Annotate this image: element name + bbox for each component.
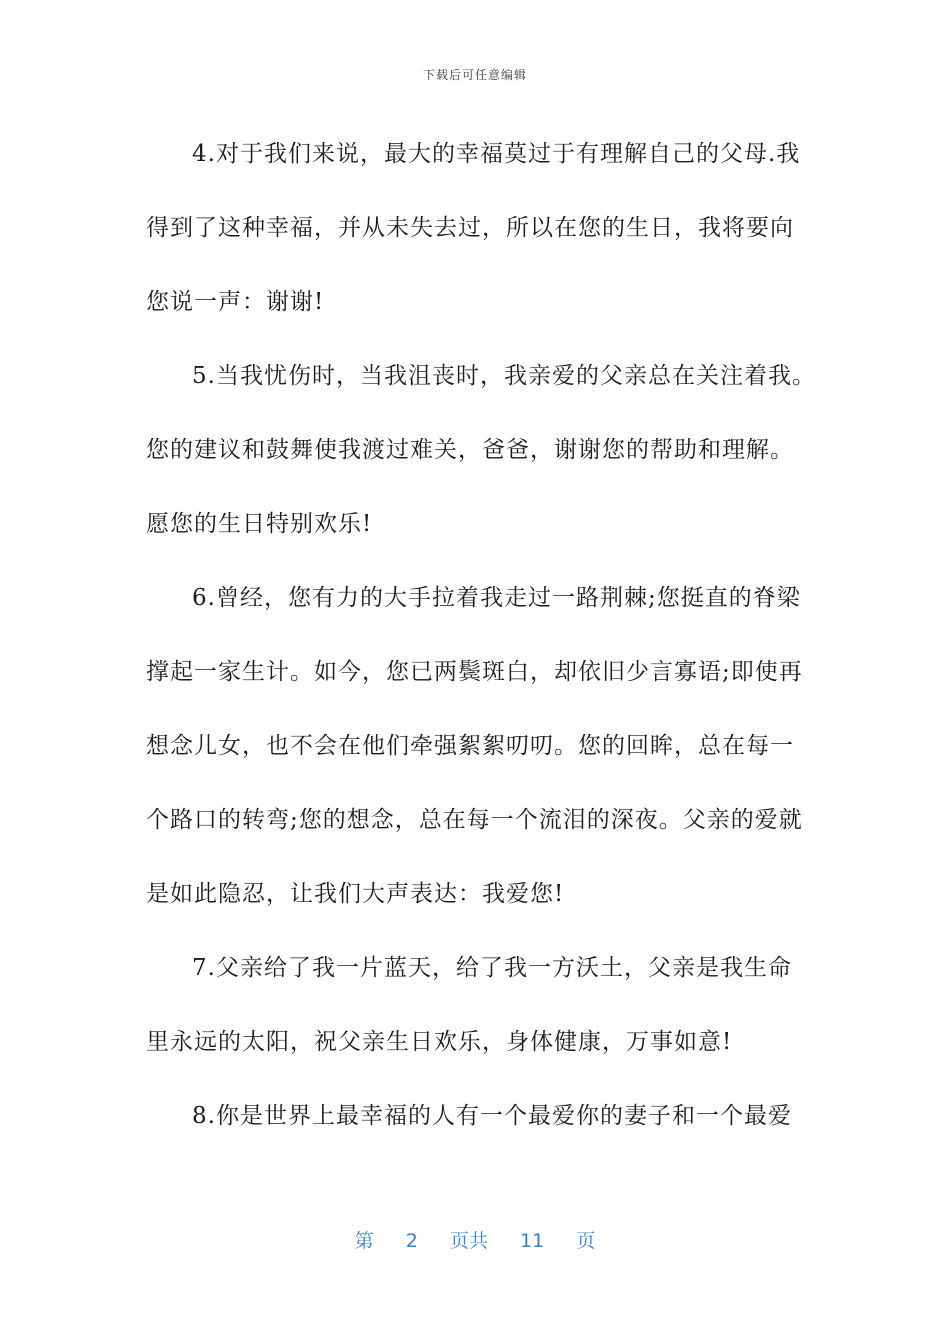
text-line: 5.当我忧伤时，当我沮丧时，我亲爱的父亲总在关注着我。 [192, 363, 816, 389]
text-line: 是如此隐忍，让我们大声表达：我爱您! [146, 881, 565, 907]
text-line: 得到了这种幸福，并从未失去过，所以在您的生日，我将要向 [146, 215, 794, 241]
text-line: 您说一声：谢谢! [146, 289, 325, 315]
text-line: 想念儿女，也不会在他们牵强絮絮叨叨。您的回眸，总在每一 [146, 733, 794, 759]
text-line: 愿您的生日特别欢乐! [146, 511, 373, 537]
text-line: 您的建议和鼓舞使我渡过难关，爸爸，谢谢您的帮助和理解。 [146, 437, 794, 463]
total-pages-number: 11 [520, 1230, 545, 1252]
text-line: 个路口的转弯;您的想念，总在每一个流泪的深夜。父亲的爱就 [146, 807, 803, 833]
page-header: 下载后可任意编辑 [422, 68, 527, 82]
text-line: 4.对于我们来说，最大的幸福莫过于有理解自己的父母.我 [192, 141, 801, 167]
text-line: 撑起一家生计。如今，您已两鬓斑白，却依旧少言寡语;即使再 [146, 659, 803, 685]
current-page-number: 2 [405, 1230, 418, 1252]
paragraph-5 [146, 339, 816, 561]
text-line: 里永远的太阳，祝父亲生日欢乐，身体健康，万事如意! [146, 1029, 733, 1055]
document-body [146, 117, 816, 1153]
footer-prefix: 第 [354, 1230, 374, 1252]
paragraph-6 [146, 561, 806, 931]
text-line: 7.父亲给了我一片蓝天，给了我一方沃土，父亲是我生命 [192, 955, 792, 981]
footer-middle: 页共 [449, 1230, 488, 1252]
paragraph-7 [146, 931, 806, 1079]
page-footer [0, 1226, 950, 1253]
paragraph-4 [146, 117, 806, 339]
footer-suffix: 页 [576, 1230, 596, 1252]
paragraph-8 [146, 1079, 806, 1153]
text-line: 8.你是世界上最幸福的人有一个最爱你的妻子和一个最爱 [192, 1103, 792, 1129]
text-line: 6.曾经，您有力的大手拉着我走过一路荆棘;您挺直的脊梁 [192, 585, 801, 611]
